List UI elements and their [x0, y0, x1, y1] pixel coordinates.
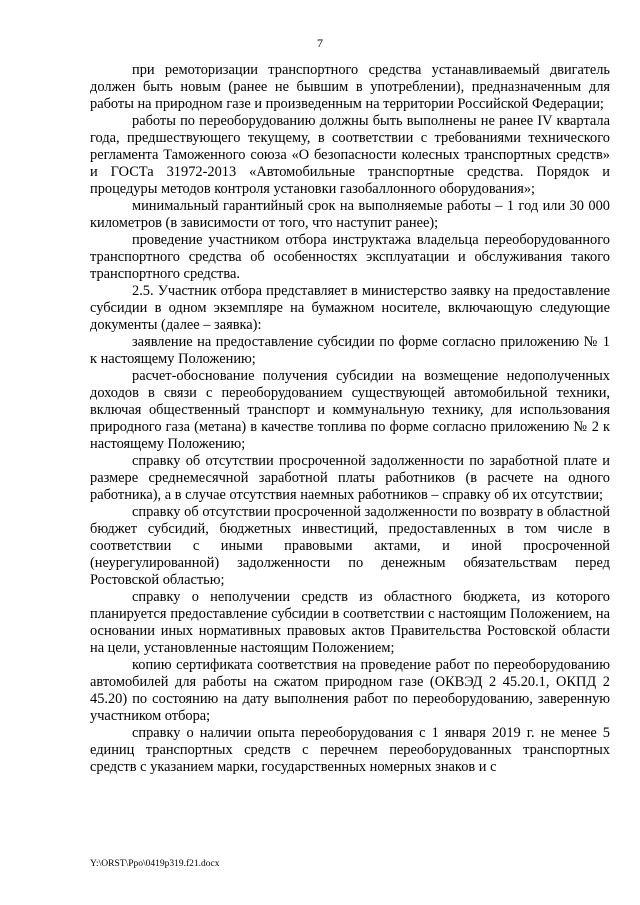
paragraph-instruction: проведение участником отбора инструктажа владельца переоборудованного транспортного средства об особенностях эксплуатации и обслуживания такого транспортного средства. — [90, 232, 610, 282]
paragraph-remotorization: при ремоторизации транспортного средства устанавливаемый двигатель должен быть новым (ранее не бывшим в употреблении), предназначенным для работы на природном газе и произведенным на территории Российской Федерации; — [90, 62, 610, 112]
paragraph-experience-certificate: справку о наличии опыта переоборудования с 1 января 2019 г. не менее 5 единиц транспортных средств с перечнем переоборудованных транспортных средств с указанием марки, государственных номерных знаков и с — [90, 725, 610, 775]
paragraph-section-2-5: 2.5. Участник отбора представляет в министерство заявку на предоставление субсидии в одном экземпляре на бумажном носителе, включающую следующие документы (далее – заявка): — [90, 283, 610, 333]
paragraph-debt-certificate: справку об отсутствии просроченной задолженности по возврату в областной бюджет субсидий, бюджетных инвестиций, предоставленных в том числе в соответствии с иными правовыми актами, и иной просроченной (неурегулированной) задолженности по денежным обязательствам перед Ростовской областью; — [90, 504, 610, 588]
paragraph-conversion-works: работы по переоборудованию должны быть выполнены не ранее IV квартала года, предшествующего текущему, в соответствии с требованиями технического регламента Таможенного союза «О безопасности колесных транспортных средств» и ГОСТа 31972-2013 «Автомобильные транспортные средства. Порядок и процедуры методов контроля установки газобаллонного оборудования»; — [90, 113, 610, 197]
paragraph-conformity-certificate: копию сертификата соответствия на проведение работ по переоборудованию автомобилей для работы на сжатом природном газе (ОКВЭД 2 45.20.1, ОКПД 2 45.20) по состоянию на дату выполнения работ по переоборудованию, заверенную участником отбора; — [90, 657, 610, 724]
paragraph-salary-certificate: справку об отсутствии просроченной задолженности по заработной плате и размере среднемесячной заработной платы работников (в расчете на одного работника), а в случае отсутствия наемных работников – справку об их отсутствии; — [90, 453, 610, 503]
paragraph-warranty: минимальный гарантийный срок на выполняемые работы – 1 год или 30 000 километров (в зависимости от того, что наступит ранее); — [90, 198, 610, 231]
paragraph-application: заявление на предоставление субсидии по форме согласно приложению № 1 к настоящему Положению; — [90, 334, 610, 367]
file-path-footer: Y:\ORST\Ppo\0419p319.f21.docx — [90, 859, 220, 869]
document-body — [90, 62, 610, 776]
paragraph-calculation: расчет-обоснование получения субсидии на возмещение недополученных доходов в связи с переоборудованием существующей автомобильной техники, включая общественный транспорт и коммунальную технику, для использования природного газа (метана) в качестве топлива по форме согласно приложению № 2 к настоящему Положению; — [90, 368, 610, 452]
page-number: 7 — [317, 36, 323, 50]
paragraph-non-receipt-certificate: справку о неполучении средств из областного бюджета, из которого планируется предоставление субсидии в соответствии с настоящим Положением, на основании иных нормативных правовых актов Правительства Ростовской области на цели, установленные настоящим Положением; — [90, 589, 610, 656]
